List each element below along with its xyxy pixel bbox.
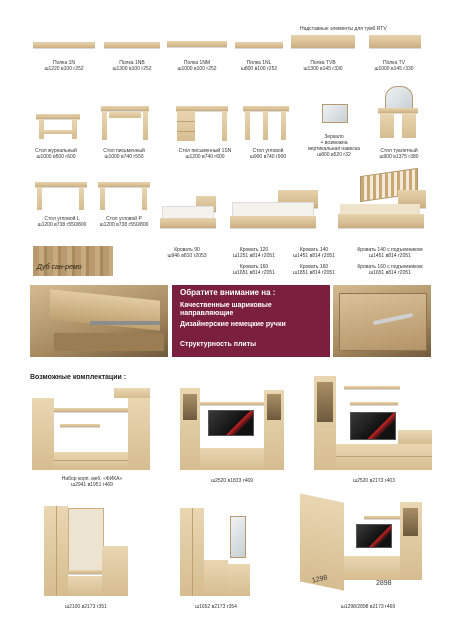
corner-table-caption: Стол угловой P ш1200 в738 г550/800: [99, 216, 149, 228]
desk-1sn-image: [176, 103, 228, 143]
shelf-image: [369, 35, 421, 48]
table-caption: Стол туалетный ш900 в1375 г380: [379, 148, 419, 160]
header-note: Надставные элементы для тумб RTV: [300, 26, 387, 32]
set-caption: Набор корп. меб. «ФИКА» ш2941 в1951 г469: [61, 476, 123, 488]
shelf-image: [291, 35, 355, 48]
shelf-caption: Полка 1N ш1220 в100 г252: [44, 60, 84, 72]
mirror-image: [322, 104, 348, 123]
set-6-image: [300, 498, 424, 594]
bed-caption: Кровать 140 ш1451 в814 г2051: [293, 247, 335, 259]
bed-caption: Кровать 160 с подъемником ш1651 в814 г2051: [357, 264, 423, 276]
shelf-caption: Полка 1NB ш1300 в100 г252: [112, 60, 152, 72]
set-4-image: [44, 506, 128, 596]
set-caption: ш2520 в2173 г403: [353, 478, 395, 484]
shelf-caption: Полка TVB ш1300 в145 г330: [303, 60, 343, 72]
attention-panel: [172, 285, 330, 357]
corner-dim-right: 2898: [376, 580, 392, 587]
table-caption: Стол письменный 1SN ш1200 в740 г600: [178, 148, 232, 160]
corner-table-p-image: [98, 180, 150, 212]
table-caption: Стол письменный ш1000 в740 г550: [103, 148, 145, 160]
bed-caption: Кровать 160 ш1851 в814 г2051: [293, 264, 335, 276]
lift-bed-image: [338, 172, 428, 234]
attention-item: Качественные шариковые направляющие: [180, 302, 272, 317]
bed-caption: Кровать 140 с подъемником ш1451 в814 г2051: [357, 247, 423, 259]
corner-desk-image: [243, 104, 289, 142]
desk-image: [101, 102, 149, 142]
bed-caption: Кровать 120 ш1251 в814 г2051: [233, 247, 275, 259]
table-caption: Стол журнальный ш1000 в500 г600: [35, 148, 77, 160]
shelf-image: [235, 42, 283, 48]
bed-caption: Кровать 90 ш946 в810 г2053: [167, 247, 207, 259]
set-caption: ш2100 в2173 г351: [65, 604, 107, 610]
drawer-photo: [30, 285, 168, 357]
corner-dim-left: 1298: [311, 574, 329, 585]
bed-image: [160, 196, 218, 232]
mirror-caption: Зеркало + возможна вертикальная навеска ш800 в520 г32: [308, 134, 360, 158]
attention-item: Структурность плиты: [180, 341, 257, 348]
shelf-caption: Полка 1NM ш1000 в100 г252: [177, 60, 217, 72]
attention-title: Обратите внимание на :: [180, 288, 276, 297]
finish-sample: [33, 246, 113, 276]
shelf-caption: Полка TV ш1000 в145 г330: [374, 60, 414, 72]
attention-item: Дизайнерские немецкие ручки: [180, 321, 286, 328]
shelf-image: [167, 41, 227, 47]
set-2-image: [180, 380, 284, 472]
dressing-table-image: [378, 86, 418, 142]
sets-title: Возможные комплектации :: [30, 374, 127, 381]
bed-caption: Кровать 160 ш1651 в814 г2051: [233, 264, 275, 276]
set-fika-image: [30, 388, 152, 472]
coffee-table-image: [36, 108, 80, 142]
shelf-caption: Полка 1NL ш800 в100 г252: [240, 60, 278, 72]
finish-label: Дуб сан-ремо: [37, 264, 82, 271]
table-caption: Стол угловой ш900 в740 г900: [249, 148, 287, 160]
set-caption: ш2520 в1833 г469: [211, 478, 253, 484]
bed-image: [230, 190, 320, 232]
set-5-image: [180, 508, 252, 596]
corner-table-l-image: [35, 180, 87, 212]
shelf-image: [33, 42, 95, 48]
handle-photo: [333, 285, 431, 357]
set-3-image: [314, 376, 434, 472]
corner-table-caption: Стол угловой L ш1200 в738 г550/800: [37, 216, 87, 228]
shelf-image: [104, 42, 160, 48]
set-caption: ш1298/2898 в2173 г469: [340, 604, 396, 610]
set-caption: ш1652 в2173 г354: [195, 604, 237, 610]
